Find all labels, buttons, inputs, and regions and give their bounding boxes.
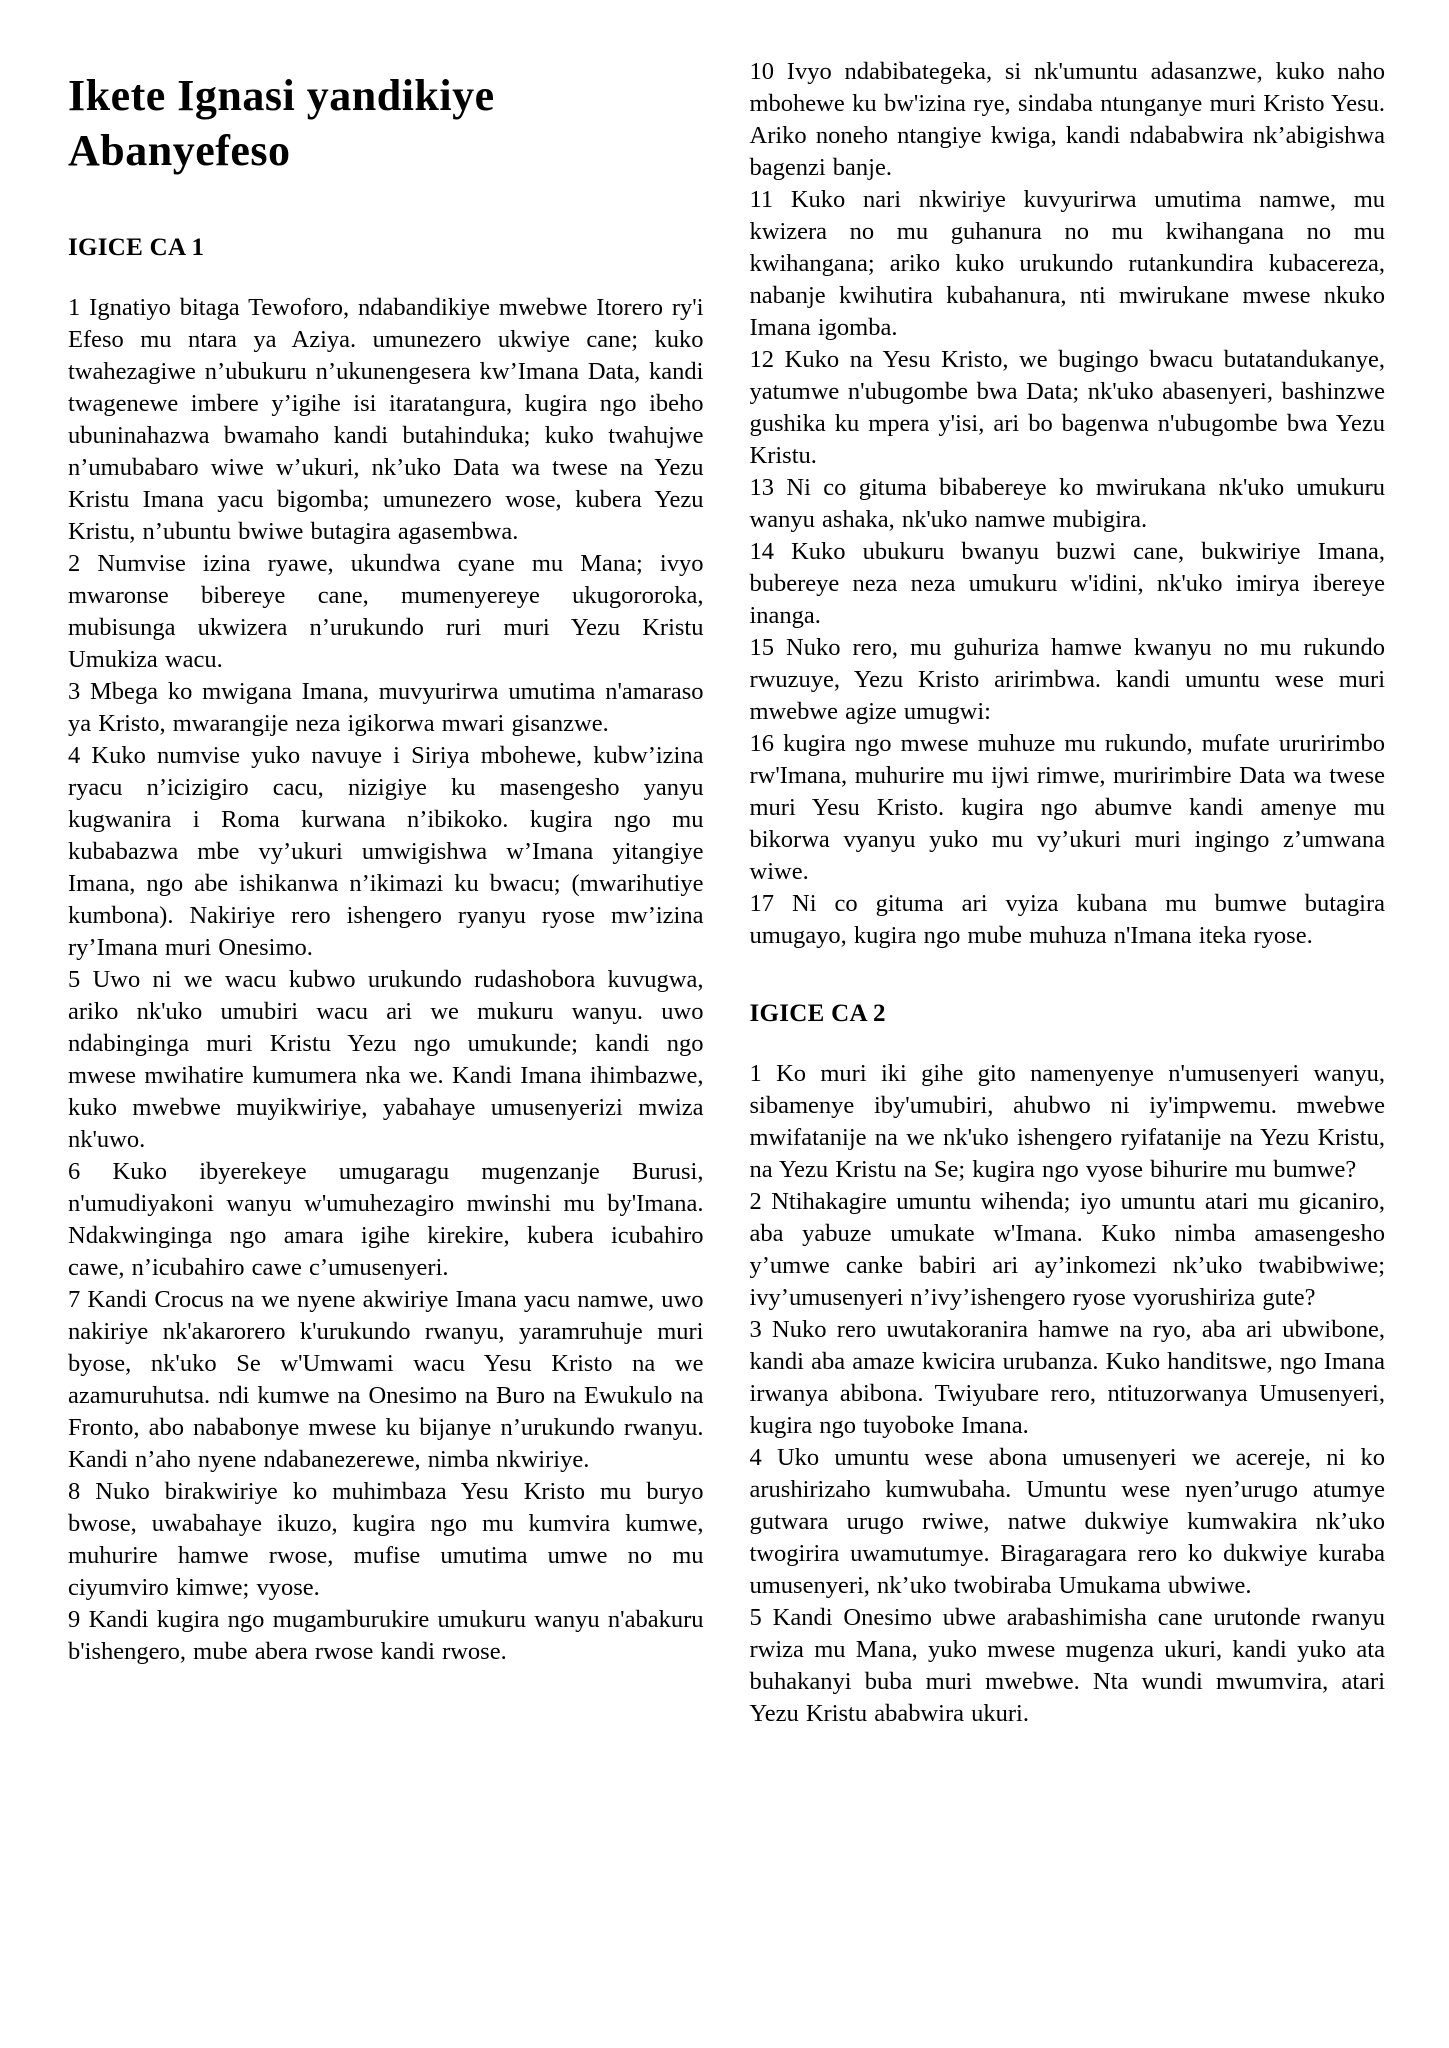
ch1-verse-9: 9 Kandi kugira ngo mugamburukire umukuru wanyu n'abakuru b'ishengero, mube abera rwose kandi rwose. xyxy=(68,1606,704,1665)
ch1-verse-5: 5 Uwo ni we wacu kubwo urukundo rudashobora kuvugwa, ariko nk'uko umubiri wacu ari we mukuru wanyu. uwo ndabinginga muri Kristu Yezu ngo umukunde; kandi ngo mwese mwihatire kumumera nka we. Kandi Imana ihimbazwe, kuko mwebwe muyikwiriye, yabahaye umusenyerizi mwiza nk'uwo. xyxy=(68,966,704,1153)
ch1-verse-2: 2 Numvise izina ryawe, ukundwa cyane mu Mana; ivyo mwaronse bibereye cane, mumenyereye ukugororoka, mubisunga ukwizera n’urukundo ruri muri Yezu Kristu Umukiza wacu. xyxy=(68,550,704,673)
ch1-verse-16: 16 kugira ngo mwese muhuze mu rukundo, mufate ururirimbo rw'Imana, muhurire mu ijwi rimwe, muririmbire Data wa twese muri Yesu Kristo. kugira ngo abumve kandi amenye mu bikorwa vyanyu yuko mu vy’ukuri muri ingingo z’umwana wiwe. xyxy=(749,730,1385,885)
ch1-verse-6: 6 Kuko ibyerekeye umugaragu mugenzanje Burusi, n'umudiyakoni wanyu w'umuhezagiro mwinshi mu by'Imana. Ndakwinginga ngo amara igihe kirekire, kubera icubahiro cawe, n’icubahiro cawe c’umusenyeri. xyxy=(68,1158,704,1281)
ch1-verse-12: 12 Kuko na Yesu Kristo, we bugingo bwacu butatandukanye, yatumwe n'ubugombe bwa Data; nk'uko abasenyeri, bashinzwe gushika ku mpera y'isi, ari bo bagenwa n'ubugombe bwa Yezu Kristu. xyxy=(749,346,1385,469)
ch1-verse-15: 15 Nuko rero, mu guhuriza hamwe kwanyu no mu rukundo rwuzuye, Yezu Kristo aririmbwa. kandi umuntu wese muri mwebwe agize umugwi: xyxy=(749,634,1385,725)
ch1-verse-8: 8 Nuko birakwiriye ko muhimbaza Yesu Kristo mu buryo bwose, uwabahaye ikuzo, kugira ngo mu kumvira kumwe, muhurire hamwe rwose, mufise umutima umwe no mu ciyumviro kimwe; vyose. xyxy=(68,1478,704,1601)
document-title: Ikete Ignasi yandikiye Abanyefeso xyxy=(68,71,495,175)
ch1-verse-14: 14 Kuko ubukuru bwanyu buzwi cane, bukwiriye Imana, bubereye neza neza umukuru w'idini, nk'uko imirya ibereye inanga. xyxy=(749,538,1385,629)
ch2-verse-1: 1 Ko muri iki gihe gito namenyenye n'umusenyeri wanyu, sibamenye iby'umubiri, ahubwo ni iy'impwemu. mwebwe mwifatanije na we nk'uko ishengero ryifatanije na Yezu Kristu, na Yezu Kristu na Se; kugira ngo vyose bihurire mu bumwe? xyxy=(749,1060,1385,1183)
left-column xyxy=(68,56,704,2008)
ch1-verse-1: 1 Ignatiyo bitaga Tewoforo, ndabandikiye mwebwe Itorero ry'i Efeso mu ntara ya Aziya. umunezero ukwiye cane; kuko twahezagiwe n’ubukuru n’ukunengesera kw’Imana Data, kandi twagenewe imbere y’igihe isi itaratangura, kugira ngo ibeho ubuninahazwa bwamaho kandi butahinduka; kuko twahujwe n’umubabaro wiwe w’ukuri, nk’uko Data wa twese na Yezu Kristu Imana yacu bigomba; umunezero wose, kubera Yezu Kristu, n’ubuntu bwiwe butagira agasembwa. xyxy=(68,294,704,545)
ch2-verse-5: 5 Kandi Onesimo ubwe arabashimisha cane urutonde rwanyu rwiza mu Mana, yuko mwese mugenza ukuri, kandi yuko ata buhakanyi buba muri mwebwe. Nta wundi mwumvira, atari Yezu Kristu ababwira ukuri. xyxy=(749,1604,1385,1727)
chapter1-heading: IGICE CA 1 xyxy=(68,234,205,261)
ch1-verse-7: 7 Kandi Crocus na we nyene akwiriye Imana yacu namwe, uwo nakiriye nk'akarorero k'urukundo rwanyu, yaramruhuje muri byose, nk'uko Se w'Umwami wacu Yesu Kristo na we azamuruhutsa. ndi kumwe na Onesimo na Buro na Ewukulo na Fronto, abo nababonye mwese ku bijanye n’urukundo rwanyu. Kandi n’aho nyene ndabanezerewe, nimba nkwiriye. xyxy=(68,1286,704,1473)
chapter2-heading: IGICE CA 2 xyxy=(749,1000,886,1027)
ch1-verse-17: 17 Ni co gituma ari vyiza kubana mu bumwe butagira umugayo, kugira ngo mube muhuza n'Imana iteka ryose. xyxy=(749,890,1385,949)
ch2-verse-4: 4 Uko umuntu wese abona umusenyeri we acereje, ni ko arushirizaho kumwubaha. Umuntu wese nyen’urugo atumye gutwara urugo rwiwe, natwe dukwiye kumwakira nk’uko twogirira uwamutumye. Biragaragara rero ko dukwiye kuraba umusenyeri, nk’uko twobiraba Umukama ubwiwe. xyxy=(749,1444,1385,1599)
ch1-verse-13: 13 Ni co gituma bibabereye ko mwirukana nk'uko umukuru wanyu ashaka, nk'uko namwe mubigira. xyxy=(749,474,1385,533)
ch1-verse-10: 10 Ivyo ndabibategeka, si nk'umuntu adasanzwe, kuko naho mbohewe ku bw'izina rye, sindaba ntunganye muri Kristo Yesu. Ariko noneho ntangiye kwiga, kandi ndababwira nk’abigishwa bagenzi banje. xyxy=(749,58,1385,181)
ch2-verse-3: 3 Nuko rero uwutakoranira hamwe na ryo, aba ari ubwibone, kandi aba amaze kwicira urubanza. Kuko handitswe, ngo Imana irwanya abibona. Twiyubare rero, ntituzorwanya Umusenyeri, kugira ngo tuyoboke Imana. xyxy=(749,1316,1385,1439)
ch2-verse-2: 2 Ntihakagire umuntu wihenda; iyo umuntu atari mu gicaniro, aba yabuze umukate w'Imana. Kuko nimba amasengesho y’umwe canke babiri ari ay’inkomezi nk’uko twabibwiwe; ivy’umusenyeri n’ivy’ishengero ryose vyorushiriza gute? xyxy=(749,1188,1385,1311)
ch1-verse-3: 3 Mbega ko mwigana Imana, muvyurirwa umutima n'amaraso ya Kristo, mwarangije neza igikorwa mwari gisanzwe. xyxy=(68,678,704,737)
ch1-verse-11: 11 Kuko nari nkwiriye kuvyurirwa umutima namwe, mu kwizera no mu guhanura no mu kwihangana no mu kwihangana; ariko kuko urukundo rutankundira kubacereza, nabanje kwihutira kubahanura, nti mwirukane mwese nkuko Imana igomba. xyxy=(749,186,1385,341)
right-column xyxy=(750,56,1386,2008)
ch1-verse-4: 4 Kuko numvise yuko navuye i Siriya mbohewe, kubw’izina ryacu n’icizigiro cacu, nizigiye ku masengesho yanyu kugwanira i Roma kurwana n’ibikoko. kugira ngo mu kubabazwa mbe vy’ukuri umwigishwa w’Imana yitangiye Imana, ngo abe ishikanwa n’ikimazi ku bwacu; (mwarihutiye kumbona). Nakiriye rero ishengero ryanyu ryose mw’izina ry’Imana muri Onesimo. xyxy=(68,742,704,961)
